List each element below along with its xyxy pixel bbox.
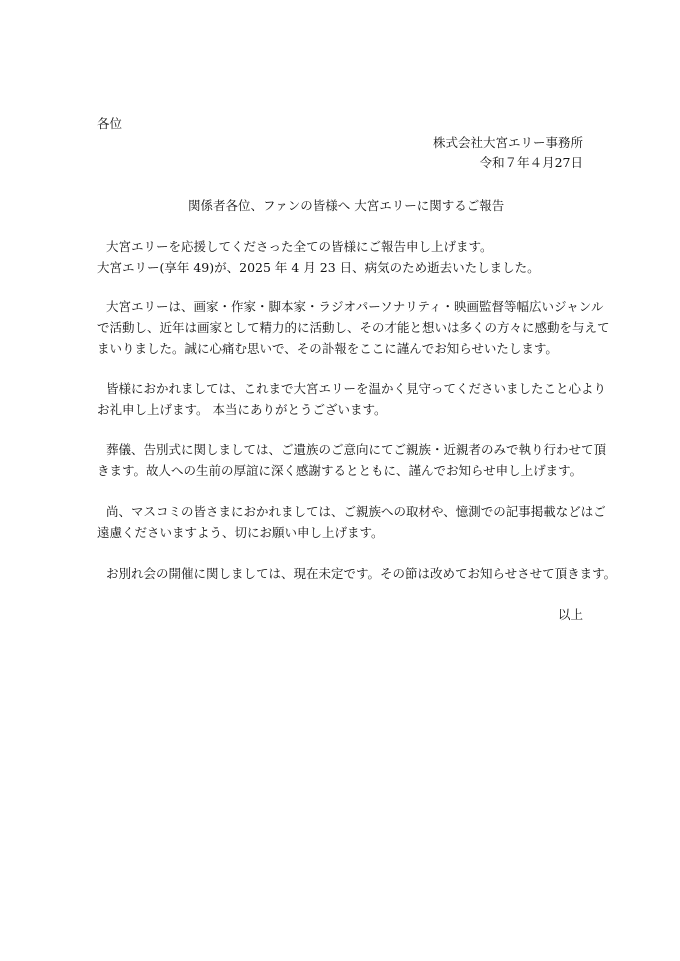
paragraph-3-line-2: お礼申し上げます。 本当にありがとうございます。 xyxy=(97,402,387,417)
paragraph-4-line-1: 葬儀、告別式に関しましては、ご遺族のご意向にてご親族・近親者のみで執り行わせて頂 xyxy=(106,442,607,457)
paragraph-1-line-1: 大宮エリーを応援してくださった全ての皆様にご報告申し上げます。 xyxy=(106,239,493,254)
paragraph-3-line-1: 皆様におかれましては、これまで大宮エリーを温かく見守ってくださいましたこと心より xyxy=(106,381,607,396)
paragraph-2-line-1: 大宮エリーは、画家・作家・脚本家・ラジオパーソナリティ・映画監督等幅広いジャンル xyxy=(106,299,604,314)
paragraph-5-line-1: 尚、マスコミの皆さまにおかれましては、ご親族への取材や、憶測での記事掲載などはご xyxy=(106,504,606,519)
document-date: 令和７年４月27日 xyxy=(479,155,583,170)
paragraph-6-line-1: お別れ会の開催に関しましては、現在未定です。その節は改めてお知らせさせて頂きます。 xyxy=(106,566,617,581)
paragraph-2-line-2: で活動し、近年は画家として精力的に活動し、その才能と想いは多くの方々に感動を与えて xyxy=(97,320,610,335)
salutation: 各位 xyxy=(97,116,123,131)
paragraph-1-line-2: 大宮エリー(享年 49)が、2025 年 4 月 23 日、病気のため逝去いたしました。 xyxy=(97,260,540,275)
closing-mark: 以上 xyxy=(557,607,583,622)
company-name: 株式会社大宮エリー事務所 xyxy=(432,135,583,150)
paragraph-2-line-3: まいりました。誠に心痛む思いで、その訃報をここに謹んでお知らせいたします。 xyxy=(97,341,558,356)
paragraph-5-line-2: 遠慮くださいますよう、切にお願い申し上げます。 xyxy=(97,525,384,540)
paragraph-4-line-2: きます。故人への生前の厚誼に深く感謝するとともに、謹んでお知らせ申し上げます。 xyxy=(97,463,583,478)
document-title: 関係者各位、ファンの皆様へ 大宮エリーに関するご報告 xyxy=(188,198,505,213)
